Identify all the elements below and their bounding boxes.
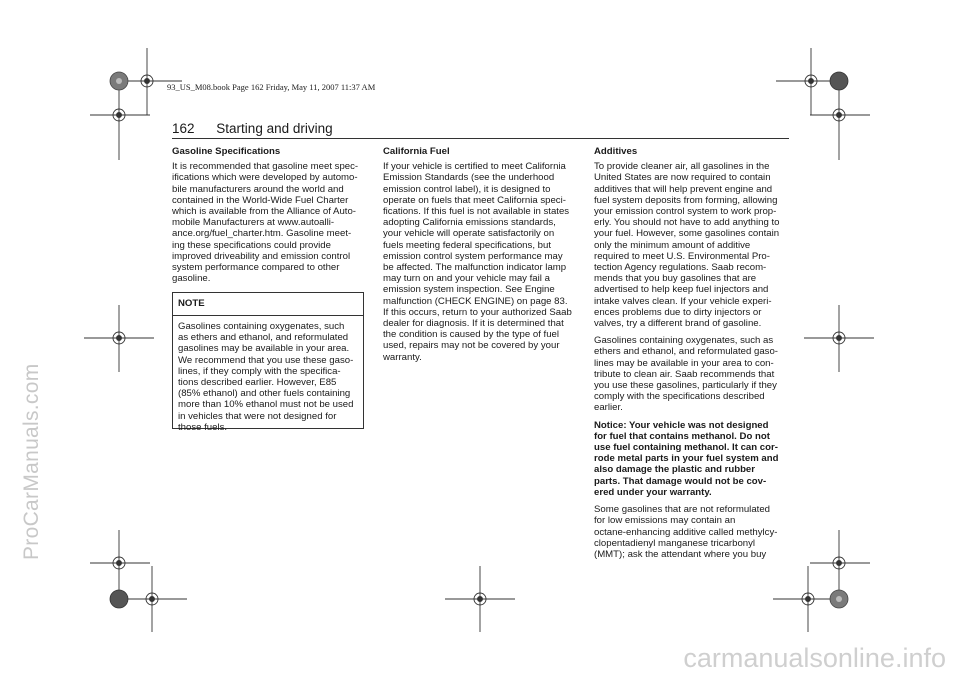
section-heading: California Fuel (383, 146, 450, 157)
crosshair-icon (445, 566, 515, 632)
section-heading: Gasoline Specifications (172, 146, 281, 157)
notice-paragraph: Notice: Your vehicle was not designed for fuel that contains methanol. Do not use fuel containing methanol. It can cor- rode metal parts in your fuel system and also damage the plastic and rubber parts. That damage would not be cov- ered under your warranty. (594, 419, 779, 498)
paragraph: Gasolines containing oxygenates, such as ethers and ethanol, and reformulated gaso- lines may be available in your area to con- tribute to clean air. Saab recommends that you use these gasolines, particularly if they comply with the specifications described earlier. (594, 335, 779, 414)
crosshair-icon (90, 530, 150, 597)
page-number: 162 (172, 121, 195, 136)
paragraph: Some gasolines that are not reformulated for low emissions may contain an octane-enhancing additive called methylcy- clopentadienyl manganese tricarbonyl (MMT); ask the attendant where you buy (594, 504, 778, 560)
header-rule (172, 138, 789, 139)
crosshair-icon (810, 83, 870, 160)
crosshair-icon (810, 530, 870, 597)
watermark-bottom: carmanualsonline.info (683, 643, 946, 673)
registration-dot-icon (830, 72, 848, 90)
registration-dot-icon (110, 72, 128, 90)
watermark-left: ProCarManuals.com (20, 363, 43, 560)
column-california-fuel (383, 146, 573, 369)
section-title: Starting and driving (216, 121, 333, 136)
crosshair-icon (84, 305, 154, 372)
crosshair-icon (90, 83, 150, 160)
paragraph: To provide cleaner air, all gasolines in the United States are now required to contain additives that will help prevent engine and fuel system deposits from forming, allowing your emission control system to work prop- erly. You should not have to add anything to your fuel. However, some gasolines contain only the minimum amount of additive required to meet U.S. Environmental Pro- tection Agency regulations. Saab recom- mends that you buy gasolines that are advertised to help keep fuel injectors and intake valves clean. If your vehicle experi- ences problems due to dirty injectors or valves, try a different brand of gasoline. (594, 161, 780, 330)
note-title: NOTE (173, 293, 363, 316)
section-heading: Additives (594, 146, 638, 157)
note-text: Gasolines containing oxygenates, such as ethers and ethanol, and reformulated gasolines may be available in your area. We recommend that you use these gaso- lines, if they comply with the specifica- tions described earlier. However, E85 (85% ethanol) and other fuels containing more than 10% ethanol must not be used in vehicles that were not designed for those fuels. (178, 321, 354, 433)
crosshair-icon (804, 305, 874, 372)
column-additives (594, 146, 790, 566)
registration-dot-icon (830, 590, 848, 608)
page-header (172, 121, 333, 136)
book-info-line: 93_US_M08.book Page 162 Friday, May 11, 2007 11:37 AM (167, 82, 376, 92)
paragraph: It is recommended that gasoline meet spec- ifications which were developed by automo- bile manufacturers around the world and contained in the World-Wide Fuel Charter which is available from the Alliance of Auto- mobile Manufacturers at www.autoalli- ance.org/fuel_charter.htm. Gasoline meet- ing these specifications could provide improved driveability and emission control system performance compared to other gasoline. (172, 161, 359, 285)
column-gasoline-specifications (172, 146, 362, 290)
paragraph: If your vehicle is certified to meet California Emission Standards (see the underhood emission control label), it is designed to operate on fuels that meet California speci- fications. If this fuel is not available in states adopting California emissions standards, your vehicle will operate satisfactorily on fuels meeting federal specifications, but emission control system performance may be affected. The malfunction indicator lamp may turn on and your vehicle may fail a emission system inspection. See Engine malfunction (CHECK ENGINE) on page 83. If this occurs, return to your authorized Saab dealer for diagnosis. If it is determined that the condition is caused by the type of fuel used, repairs may not be covered by your warranty. (383, 161, 572, 363)
note-box (172, 292, 364, 433)
registration-dot-icon (110, 590, 128, 608)
